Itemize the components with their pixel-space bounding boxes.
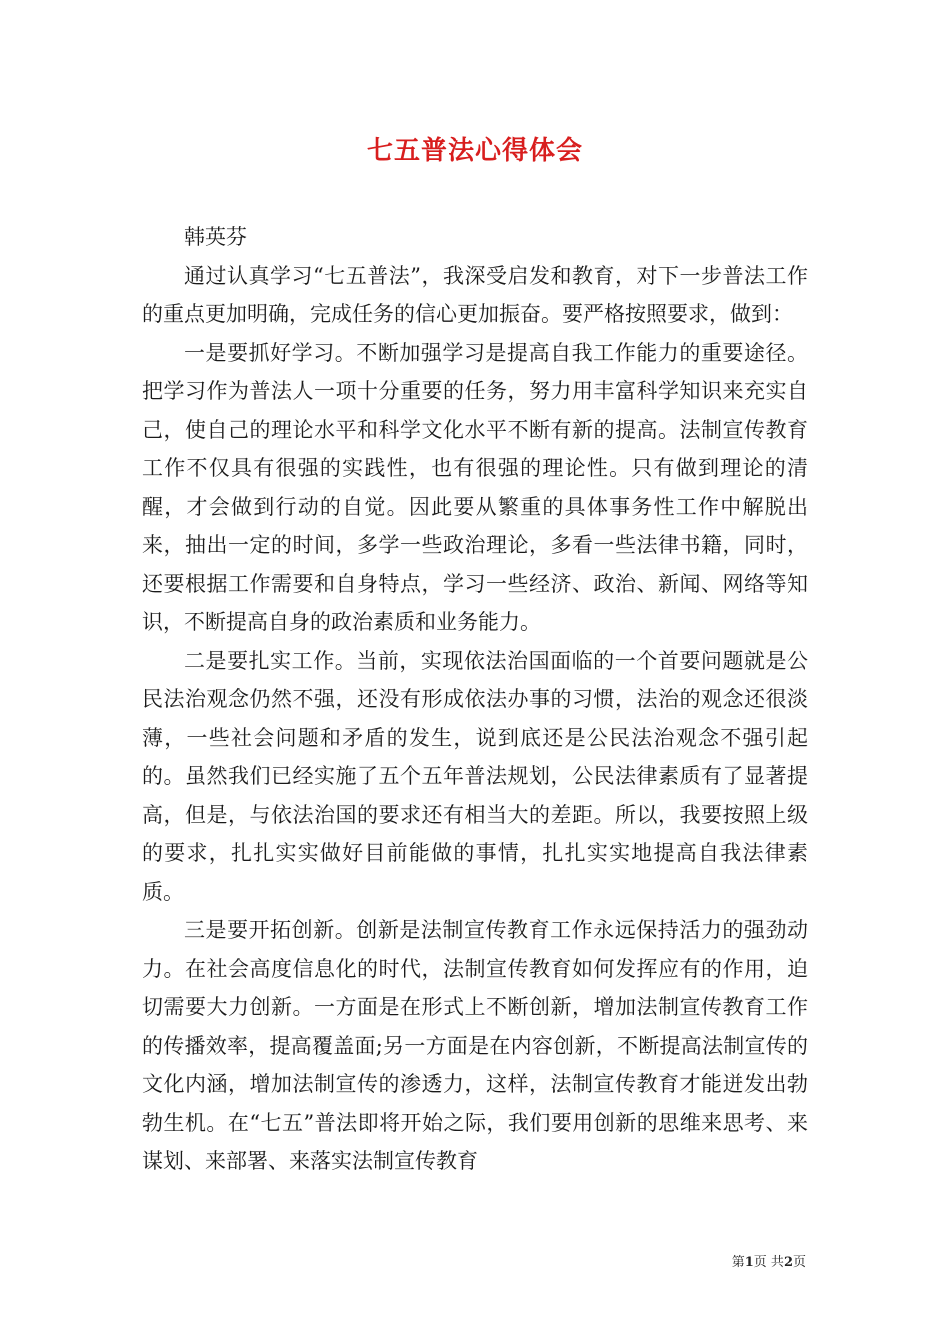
footer-middle: 页 共 — [753, 1255, 784, 1270]
current-page-number: 1 — [744, 1255, 754, 1270]
paragraph-work: 二是要扎实工作。当前，实现依法治国面临的一个首要问题就是公民法治观念仍然不强，还没有形成依法办事的习惯，法治的观念还很淡薄，一些社会问题和矛盾的发生，说到底还是公民法治观念不强引起的。虽然我们已经实施了五个五年普法规划，公民法律素质有了显著提高，但是，与依法治国的要求还有相当大的差距。所以，我要按照上级的要求，扎扎实实做好目前能做的事情，扎扎实实地提高自我法律素质。 — [142, 648, 808, 904]
paragraph-innovation: 三是要开拓创新。创新是法制宣传教育工作永远保持活力的强劲动力。在社会高度信息化的时代，法制宣传教育如何发挥应有的作用，迫切需要大力创新。一方面是在形式上不断创新，增加法制宣传教育工作的传播效率，提高覆盖面;另一方面是在内容创新，不断提高法制宣传的文化内涵，增加法制宣传的渗透力，这样，法制宣传教育才能迸发出勃勃生机。在“七五”普法即将开始之际，我们要用创新的思维来思考、来谋划、来部署、来落实法制宣传教育 — [142, 918, 808, 1173]
page-footer — [732, 1251, 806, 1270]
paragraph-intro: 通过认真学习“七五普法”，我深受启发和教育，对下一步普法工作的重点更加明确，完成任务的信心更加振奋。要严格按照要求，做到： — [142, 263, 808, 326]
author-name: 韩英芬 — [184, 225, 247, 249]
paragraph-study: 一是要抓好学习。不断加强学习是提高自我工作能力的重要途径。把学习作为普法人一项十分重要的任务，努力用丰富科学知识来充实自己，使自己的理论水平和科学文化水平不断有新的提高。法制宣传教育工作不仅具有很强的实践性，也有很强的理论性。只有做到理论的清醒，才会做到行动的自觉。因此要从繁重的具体事务性工作中解脱出来，抽出一定的时间，多学一些政治理论，多看一些法律书籍，同时，还要根据工作需要和自身特点，学习一些经济、政治、新闻、网络等知识，不断提高自身的政治素质和业务能力。 — [142, 340, 808, 634]
footer-suffix: 页 — [792, 1255, 806, 1270]
document-title: 七五普法心得体会 — [366, 136, 583, 166]
footer-prefix: 第 — [731, 1255, 745, 1270]
total-page-number: 2 — [783, 1255, 793, 1270]
document-body — [142, 218, 808, 1181]
